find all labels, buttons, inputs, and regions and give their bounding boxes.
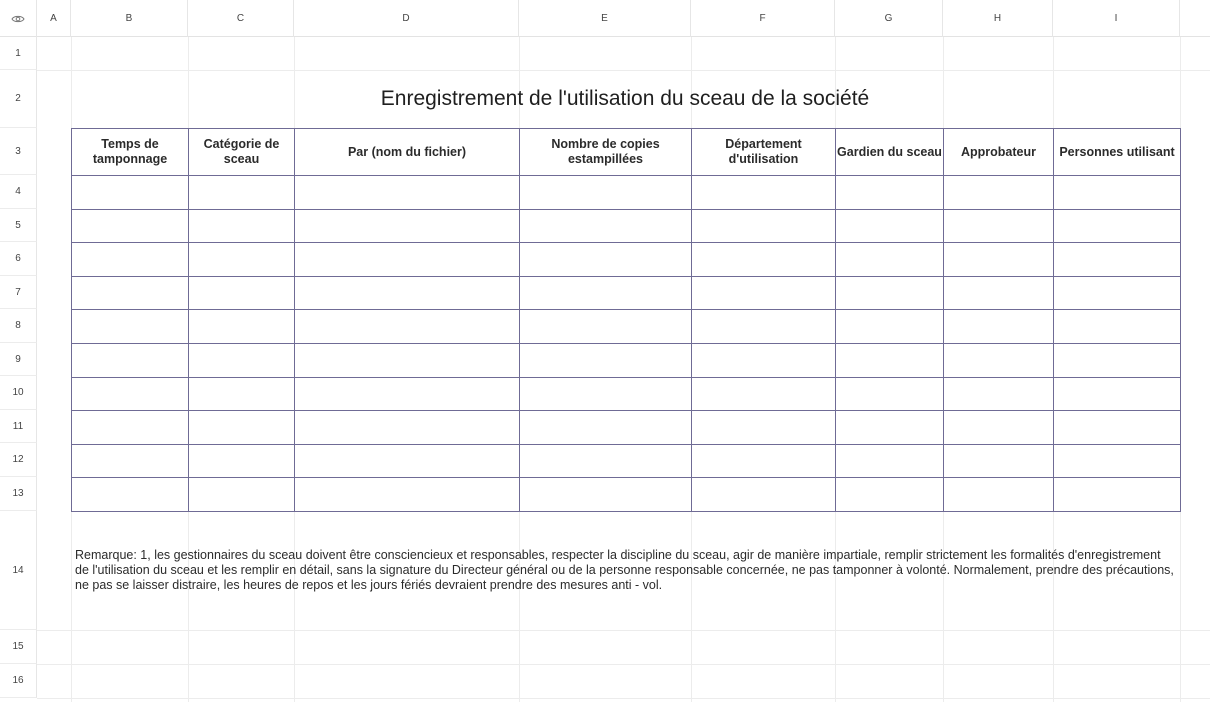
table-cell[interactable]: [295, 478, 520, 512]
row-header-1[interactable]: 1: [0, 37, 37, 70]
table-cell[interactable]: [189, 444, 295, 478]
column-header-e[interactable]: E: [519, 0, 691, 37]
table-cell[interactable]: [1054, 243, 1181, 277]
header-approbateur[interactable]: Approbateur: [944, 129, 1054, 176]
table-cell[interactable]: [836, 310, 944, 344]
table-cell[interactable]: [1054, 377, 1181, 411]
row-header-6[interactable]: 6: [0, 242, 37, 276]
table-row: [72, 411, 1181, 445]
table-cell[interactable]: [692, 478, 836, 512]
table-cell[interactable]: [189, 209, 295, 243]
row-header-12[interactable]: 12: [0, 443, 37, 477]
table-cell[interactable]: [520, 176, 692, 210]
table-cell[interactable]: [1054, 343, 1181, 377]
table-cell[interactable]: [944, 176, 1054, 210]
gridline: [37, 630, 1210, 631]
table-cell[interactable]: [1054, 411, 1181, 445]
seal-usage-table: [71, 128, 1181, 512]
table-cell[interactable]: [72, 478, 189, 512]
table-cell[interactable]: [944, 276, 1054, 310]
row-header-10[interactable]: 10: [0, 376, 37, 410]
table-row: [72, 176, 1181, 210]
row-header-15[interactable]: 15: [0, 630, 37, 664]
page-title[interactable]: Enregistrement de l'utilisation du sceau de la société: [380, 87, 870, 110]
table-cell[interactable]: [72, 444, 189, 478]
table-cell[interactable]: [692, 310, 836, 344]
table-cell[interactable]: [72, 243, 189, 277]
table-row: [72, 444, 1181, 478]
table-cell[interactable]: [520, 444, 692, 478]
table-cell[interactable]: [944, 343, 1054, 377]
table-cell[interactable]: [692, 343, 836, 377]
table-cell[interactable]: [295, 343, 520, 377]
table-cell[interactable]: [836, 343, 944, 377]
table-cell[interactable]: [72, 176, 189, 210]
table-row: [72, 276, 1181, 310]
table-cell[interactable]: [1054, 176, 1181, 210]
table-cell[interactable]: [295, 444, 520, 478]
column-header-d[interactable]: D: [294, 0, 519, 37]
table-cell[interactable]: [520, 276, 692, 310]
table-cell[interactable]: [520, 310, 692, 344]
table-cell[interactable]: [944, 377, 1054, 411]
row-header-3[interactable]: 3: [0, 128, 37, 175]
column-header-a[interactable]: A: [37, 0, 71, 37]
table-cell[interactable]: [692, 176, 836, 210]
table-row: [72, 343, 1181, 377]
gridline: [37, 664, 1210, 665]
table-cell[interactable]: [1054, 310, 1181, 344]
table-row: [72, 478, 1181, 512]
table-cell[interactable]: [72, 377, 189, 411]
table-cell[interactable]: [189, 377, 295, 411]
table-row: [72, 209, 1181, 243]
eye-icon[interactable]: [0, 0, 37, 37]
table-cell[interactable]: [295, 411, 520, 445]
header-gardien-du-sceau[interactable]: Gardien du sceau: [836, 129, 944, 176]
gridline: [37, 698, 1210, 699]
table-cell[interactable]: [944, 411, 1054, 445]
row-header-9[interactable]: 9: [0, 343, 37, 376]
table-cell[interactable]: [72, 343, 189, 377]
remark-text: Remarque: 1, les gestionnaires du sceau doivent être consciencieux et responsables, respecter la discipline du sceau, agir de manière impartiale, remplir strictement les formalités d'enregistrement de l'utilisation du sceau et les remplir en détail, sans la signature du Directeur général ou de la personne responsable concernée, ne pas tamponner à volonté. Normalement, prendre des précautions, ne pas se laisser distraire, les heures de repos et les jours fériés devraient prendre des mesures anti - vol.: [75, 548, 1174, 592]
table-cell[interactable]: [836, 176, 944, 210]
table-cell[interactable]: [1054, 478, 1181, 512]
table-cell[interactable]: [295, 243, 520, 277]
table-cell[interactable]: [944, 209, 1054, 243]
table-row: [72, 310, 1181, 344]
row-header-16[interactable]: 16: [0, 664, 37, 698]
table-cell[interactable]: [520, 343, 692, 377]
table-cell[interactable]: [836, 377, 944, 411]
row-header-7[interactable]: 7: [0, 276, 37, 309]
table-cell[interactable]: [692, 444, 836, 478]
table-cell[interactable]: [295, 377, 520, 411]
table-cell[interactable]: [692, 243, 836, 277]
column-header-b[interactable]: B: [71, 0, 188, 37]
table-header-row: [72, 129, 1181, 176]
table-cell[interactable]: [836, 478, 944, 512]
table-cell[interactable]: [72, 209, 189, 243]
table-cell[interactable]: [692, 276, 836, 310]
table-cell[interactable]: [189, 478, 295, 512]
table-cell[interactable]: [295, 310, 520, 344]
remark-note[interactable]: [71, 511, 1176, 630]
header-par-nom-du-fichier[interactable]: Par (nom du fichier): [295, 129, 520, 176]
header-departement[interactable]: Département d'utilisation: [692, 129, 836, 176]
row-header-14[interactable]: 14: [0, 511, 37, 630]
table-cell[interactable]: [189, 176, 295, 210]
table-cell[interactable]: [520, 209, 692, 243]
table-cell[interactable]: [189, 276, 295, 310]
column-header-i[interactable]: I: [1053, 0, 1180, 37]
table-body: [72, 176, 1181, 512]
table-cell[interactable]: [836, 444, 944, 478]
table-cell[interactable]: [72, 411, 189, 445]
table-cell[interactable]: [295, 209, 520, 243]
table-cell[interactable]: [189, 310, 295, 344]
table-cell[interactable]: [189, 243, 295, 277]
row-header-5[interactable]: 5: [0, 209, 37, 242]
header-personnes-utilisant[interactable]: Personnes utilisant: [1054, 129, 1181, 176]
column-header-g[interactable]: G: [835, 0, 943, 37]
table-cell[interactable]: [72, 310, 189, 344]
header-temps-de-tamponnage[interactable]: Temps de tamponnage: [72, 129, 189, 176]
row-header-8[interactable]: 8: [0, 309, 37, 343]
table-cell[interactable]: [295, 176, 520, 210]
table-row: [72, 243, 1181, 277]
table-cell[interactable]: [72, 276, 189, 310]
table-cell[interactable]: [692, 411, 836, 445]
header-categorie-de-sceau[interactable]: Catégorie de sceau: [189, 129, 295, 176]
table-cell[interactable]: [944, 243, 1054, 277]
table-cell[interactable]: [836, 243, 944, 277]
table-row: [72, 377, 1181, 411]
column-header-f[interactable]: F: [691, 0, 835, 37]
table-cell[interactable]: [944, 444, 1054, 478]
table-cell[interactable]: [944, 310, 1054, 344]
table-cell[interactable]: [1054, 209, 1181, 243]
row-header-4[interactable]: 4: [0, 175, 37, 209]
table-cell[interactable]: [189, 343, 295, 377]
table-cell[interactable]: [520, 411, 692, 445]
table-cell[interactable]: [692, 377, 836, 411]
column-header-h[interactable]: H: [943, 0, 1053, 37]
table-cell[interactable]: [1054, 444, 1181, 478]
table-cell[interactable]: [836, 209, 944, 243]
table-cell[interactable]: [520, 478, 692, 512]
column-header-c[interactable]: C: [188, 0, 294, 37]
header-nombre-de-copies[interactable]: Nombre de copies estampillées: [520, 129, 692, 176]
table-cell[interactable]: [189, 411, 295, 445]
table-cell[interactable]: [520, 243, 692, 277]
table-cell[interactable]: [1054, 276, 1181, 310]
table-cell[interactable]: [836, 411, 944, 445]
table-cell[interactable]: [836, 276, 944, 310]
table-cell[interactable]: [944, 478, 1054, 512]
row-header-11[interactable]: 11: [0, 410, 37, 443]
row-header-2[interactable]: 2: [0, 70, 37, 128]
row-header-13[interactable]: 13: [0, 477, 37, 511]
table-cell[interactable]: [520, 377, 692, 411]
table-cell[interactable]: [295, 276, 520, 310]
table-cell[interactable]: [692, 209, 836, 243]
column-header-bar: [0, 0, 1210, 37]
